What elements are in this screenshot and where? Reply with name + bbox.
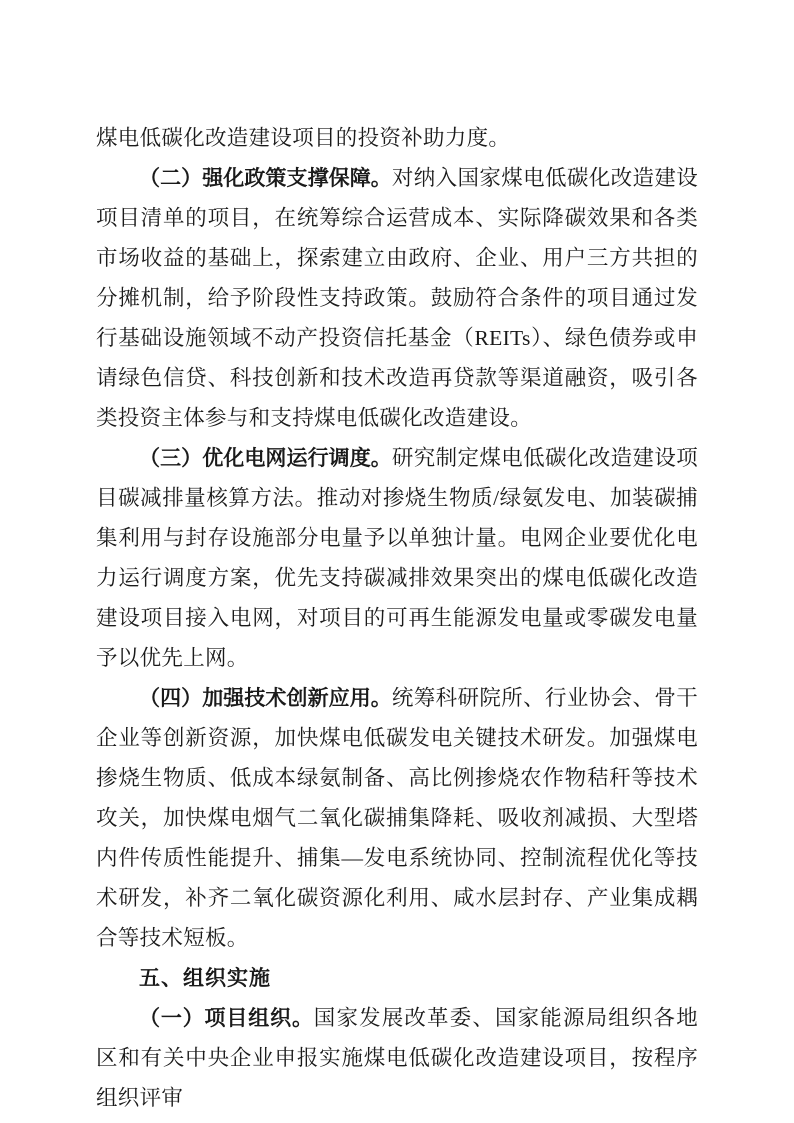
paragraph-text: 研究制定煤电低碳化改造建设项目碳减排量核算方法。推动对掺烧生物质/绿氨发电、加装碳捕集利用与封存设施部分电量予以单独计量。电网企业要优化电力运行调度方案，优先支持碳减排效果突出的煤电低碳化改造建设项目接入电网，对项目的可再生能源发电量或零碳发电量予以优先上网。 xyxy=(96,446,699,670)
paragraph-lead-label: （三）优化电网运行调度。 xyxy=(139,446,392,470)
section-heading-organization: 五、组织实施 xyxy=(139,966,271,990)
paragraph-continuation xyxy=(96,118,698,158)
paragraph-policy-support xyxy=(96,158,698,438)
document-body xyxy=(96,118,698,1118)
paragraph-text: 统筹科研院所、行业协会、骨干企业等创新资源，加快煤电低碳发电关键技术研发。加强煤电掺烧生物质、低成本绿氨制备、高比例掺烧农作物秸秆等技术攻关，加快煤电烟气二氧化碳捕集降耗、吸收剂减损、大型塔内件传质性能提升、捕集—发电系统协同、控制流程优化等技术研发，补齐二氧化碳资源化利用、咸水层封存、产业集成耦合等技术短板。 xyxy=(96,686,699,950)
paragraph-project-organization xyxy=(96,998,698,1118)
paragraph-text: 煤电低碳化改造建设项目的投资补助力度。 xyxy=(96,126,511,150)
paragraph-grid-dispatch xyxy=(96,438,698,678)
paragraph-lead-label: （一）项目组织。 xyxy=(139,1006,314,1030)
paragraph-tech-innovation xyxy=(96,678,698,958)
paragraph-text: 对纳入国家煤电低碳化改造建设项目清单的项目，在统筹综合运营成本、实际降碳效果和各类市场收益的基础上，探索建立由政府、企业、用户三方共担的分摊机制，给予阶段性支持政策。鼓励符合条件的项目通过发行基础设施领域不动产投资信托基金（REITs）、绿色债券或申请绿色信贷、科技创新和技术改造再贷款等渠道融资，吸引各类投资主体参与和支持煤电低碳化改造建设。 xyxy=(96,166,699,430)
paragraph-lead-label: （二）强化政策支撑保障。 xyxy=(139,166,392,190)
paragraph-lead-label: （四）加强技术创新应用。 xyxy=(139,686,392,710)
paragraph-text: 国家发展改革委、国家能源局组织各地区和有关中央企业申报实施煤电低碳化改造建设项目，按程序组织评审 xyxy=(96,1006,698,1110)
